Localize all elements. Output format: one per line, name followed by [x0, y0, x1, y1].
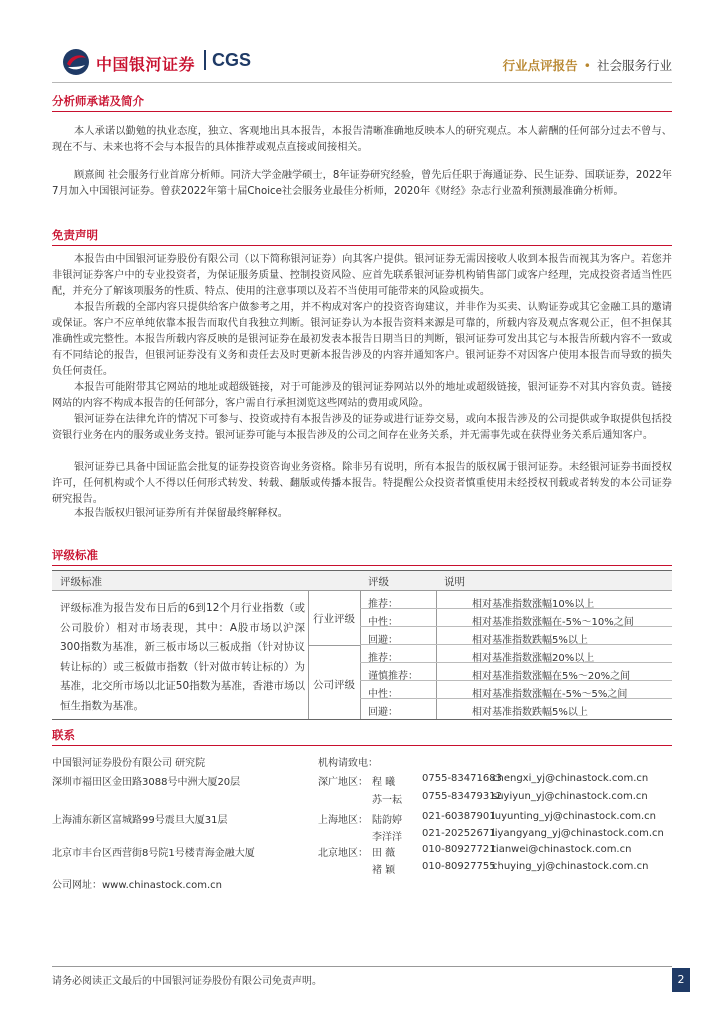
contact-phone: 010-80927755 [422, 861, 496, 872]
contact-email[interactable]: liyangyang_yj@chinastock.com.cn [492, 828, 664, 839]
disclaimer-paragraph-5: 银河证券已具备中国证监会批复的证券投资咨询业务资格。除非另有说明，所有本报告的版权属于银河证券。未经银河证券书面授权许可，任何机构或个人不得以任何形式转发、转载、翻版或传播本报告。特提醒公众投资者慎重使用未经授权刊载或者转发的本公司证券研究报告。 [52, 462, 672, 505]
rating-name: 回避： [368, 635, 398, 646]
rating-desc: 相对基准指数跌幅5%以上 [472, 635, 588, 646]
contact-phone: 021-20252671 [422, 828, 496, 839]
rating-desc: 相对基准指数跌幅5%以上 [472, 707, 588, 718]
header-criteria: 评级标准 [60, 576, 102, 588]
disclaimer-paragraph-4: 银河证券在法律允许的情况下可参与、投资或持有本报告涉及的证券或进行证券交易，或向本报告涉及的公司提供或争取提供包括投资银行业务在内的服务或业务支持。银河证券可能与本报告涉及的公司之间存在业务关系，并无需事先或在获得业务关系后通知客户。 [52, 414, 672, 441]
header-rating: 评级 [368, 576, 389, 588]
table-row [360, 647, 672, 663]
rating-name: 谨慎推荐： [368, 671, 418, 682]
table-row [360, 593, 672, 609]
contact-name: 田 薇 [372, 848, 396, 859]
table-row [360, 701, 672, 717]
contact-name: 陆韵婷 [372, 815, 402, 826]
region-shenzhen: 深广地区： [318, 777, 368, 788]
contact-phone: 021-60387901 [422, 811, 496, 822]
section-title-analyst: 分析师承诺及简介 [52, 92, 672, 112]
address-shanghai: 上海浦东新区富城路99号震旦大厦31层 [52, 815, 228, 826]
header-description: 说明 [444, 576, 465, 588]
table-divider [308, 645, 360, 646]
company-logo [62, 48, 252, 76]
page-number: 2 [672, 968, 690, 992]
table-divider [308, 591, 309, 719]
address-shenzhen: 深圳市福田区金田路3088号中洲大厦20层 [52, 777, 241, 788]
rating-desc: 相对基准指数涨幅在-5%～5%之间 [472, 689, 628, 700]
disclaimer-paragraph-3: 本报告可能附带其它网站的地址或超级链接，对于可能涉及的银河证券网站以外的地址或超级链接，银河证券不对其内容负责。链接网站的内容不构成本报告的任何部分，客户需自行承担浏览这些网站的费用或风险。 [52, 382, 672, 409]
contact-name: 苏一耘 [372, 795, 402, 806]
table-row [360, 665, 672, 681]
contact-name: 李洋洋 [372, 832, 402, 843]
rating-criteria-text: 评级标准为报告发布日后的6到12个月行业指数（或公司股价）相对市场表现，其中：A股市场以沪深300指数为基准，新三板市场以三板成指（针对协议转让标的）或三板做市指数（针对做市转让标的）为基准，北交所市场以北证50指数为基准，香港市场以恒生指数为基准。 [60, 602, 305, 712]
rating-desc: 相对基准指数涨幅在5%～20%之间 [472, 671, 631, 682]
address-beijing: 北京市丰台区西营街8号院1号楼青海金融大厦 [52, 848, 255, 859]
contact-email[interactable]: chengxi_yj@chinastock.com.cn [492, 773, 649, 784]
header-divider [52, 82, 672, 83]
region-shanghai: 上海地区： [318, 815, 368, 826]
rating-table [52, 570, 672, 720]
contact-email[interactable]: suyiyun_yj@chinastock.com.cn [492, 791, 648, 802]
page-header [0, 0, 724, 90]
contact-email[interactable]: tianwei@chinastock.com.cn [492, 844, 632, 855]
table-row [360, 629, 672, 645]
rating-name: 中性： [368, 689, 398, 700]
section-title-rating: 评级标准 [52, 546, 672, 566]
analyst-commitment: 本人承诺以勤勉的执业态度，独立、客观地出具本报告，本报告清晰准确地反映本人的研究观点。本人薪酬的任何部分过去不曾与、现在不与、未来也将不会与本报告的具体推荐或观点直接或间接相关。 [52, 126, 672, 153]
industry-name: 社会服务行业 [596, 58, 672, 73]
table-row [360, 683, 672, 699]
disclaimer-paragraph-1: 本报告由中国银河证券股份有限公司（以下简称银河证券）向其客户提供。银河证券无需因接收人收到本报告而视其为客户。若您并非银河证券客户中的专业投资者，为保证服务质量、控制投资风险、应首先联系银河证券机构销售部门或客户经理，完成投资者适当性匹配，并充分了解该项服务的性质、特点、使用的注意事项以及若不当使用可能带来的风险或损失。 [52, 254, 672, 297]
sales-contact-label: 机构请致电： [318, 758, 378, 769]
contact-phone: 0755-83471683 [422, 773, 502, 784]
disclaimer-paragraph-2: 本报告所载的全部内容只提供给客户做参考之用，并不构成对客户的投资咨询建议，并非作为买卖、认购证券或其它金融工具的邀请或保证。客户不应单纯依靠本报告而取代自我独立判断。银河证券认为本报告资料来源是可靠的，所载内容及观点客观公正，但不担保其准确性或完整性。本报告所载内容反映的是银河证券在最初发表本报告日期当日的判断，银河证券可发出其它与本报告所载内容不一致或有不同结论的报告，但银河证券没有义务和责任去及时更新本报告涉及的内容并通知客户。银河证券不对因客户使用本报告而导致的损失负任何责任。 [52, 302, 672, 377]
company-website[interactable]: 公司网址：www.chinastock.com.cn [52, 880, 222, 891]
research-institute: 中国银河证券股份有限公司 研究院 [52, 758, 206, 769]
report-category [503, 56, 672, 74]
footer-notice: 请务必阅读正文最后的中国银河证券股份有限公司免责声明。 [52, 976, 322, 987]
region-beijing: 北京地区： [318, 848, 368, 859]
company-rating-label: 公司评级 [313, 679, 355, 691]
brand-name-cn: 中国银河证券 [96, 55, 196, 74]
rating-desc: 相对基准指数涨幅在-5%～10%之间 [472, 617, 634, 628]
section-title-disclaimer: 免责声明 [52, 226, 672, 246]
rating-name: 推荐： [368, 599, 398, 610]
rating-desc: 相对基准指数涨幅20%以上 [472, 653, 595, 664]
contact-phone: 0755-83479312 [422, 791, 502, 802]
rating-name: 回避： [368, 707, 398, 718]
brand-name-en: CGS [204, 50, 251, 70]
contact-email[interactable]: chuying_yj@chinastock.com.cn [492, 861, 649, 872]
industry-rating-label: 行业评级 [313, 613, 355, 625]
rating-table-header [52, 571, 672, 591]
contact-name: 褚 颖 [372, 865, 396, 876]
contact-phone: 010-80927721 [422, 844, 496, 855]
table-row [360, 611, 672, 627]
rating-name: 中性： [368, 617, 398, 628]
report-type: 行业点评报告 [502, 58, 578, 73]
rating-desc: 相对基准指数涨幅10%以上 [472, 599, 595, 610]
section-title-contact: 联系 [52, 726, 672, 746]
analyst-profile: 顾熹闽 社会服务行业首席分析师。同济大学金融学硕士，8年证券研究经验，曾先后任职于海通证券、民生证券、国联证券，2022年7月加入中国银河证券。曾获2022年第十届Choice社会服务业最佳分析师，2020年《财经》杂志行业盈利预测最准确分析师。 [52, 170, 672, 197]
rating-name: 推荐： [368, 653, 398, 664]
contact-email[interactable]: luyunting_yj@chinastock.com.cn [492, 811, 656, 822]
cgs-logo-icon [62, 48, 90, 76]
contact-name: 程 曦 [372, 777, 396, 788]
header-separator: • [583, 58, 591, 73]
footer-divider [52, 966, 672, 967]
disclaimer-paragraph-6: 本报告版权归银河证券所有并保留最终解释权。 [74, 508, 288, 519]
